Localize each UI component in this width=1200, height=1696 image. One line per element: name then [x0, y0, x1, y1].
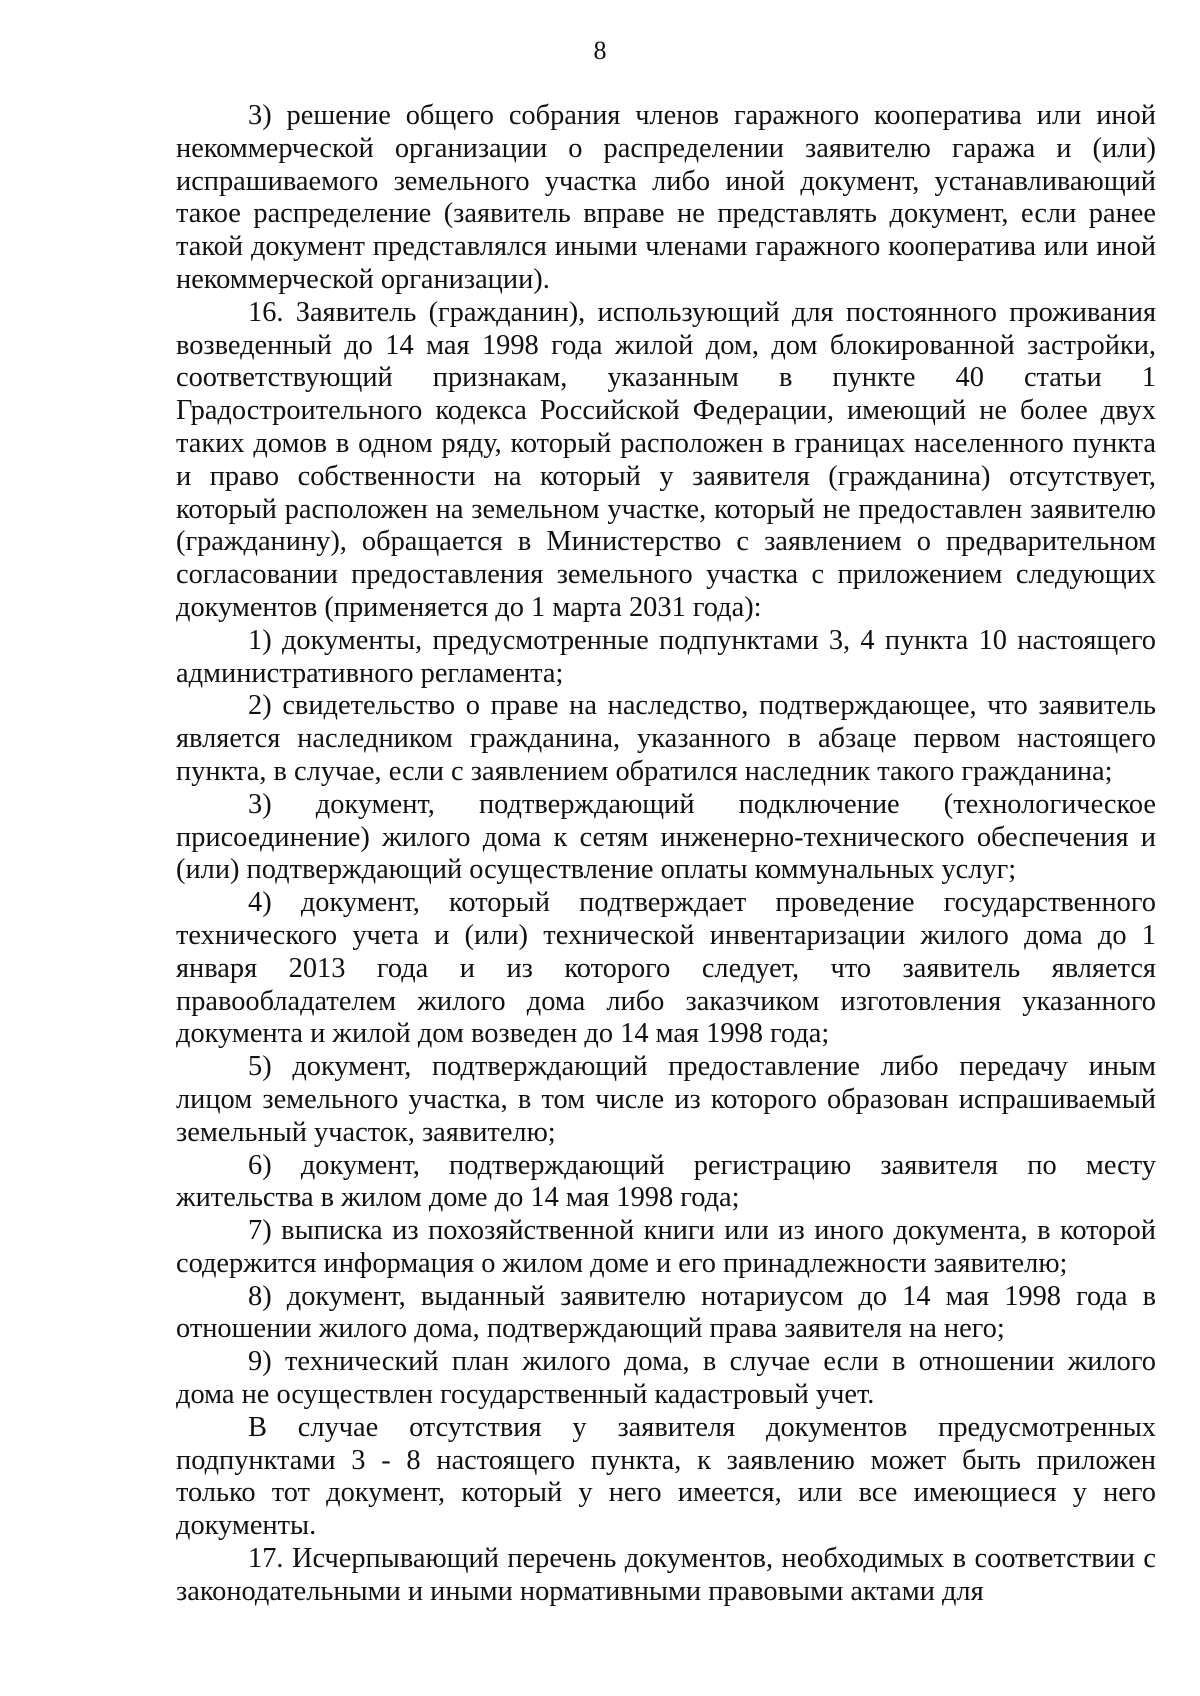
paragraph-16-item-7: 7) выписка из похозяйственной книги или из иного документа, в которой содержится информация о жилом доме и его принадлежности заявителю; [176, 1215, 1156, 1279]
paragraph-16-item-2: 2) свидетельство о праве на наследство, подтверждающее, что заявитель является наследником гражданина, указанного в абзаце первом настоящего пункта, в случае, если с заявлением обратился наследник такого гражданина; [176, 690, 1156, 787]
paragraph-16-item-6: 6) документ, подтверждающий регистрацию заявителя по месту жительства в жилом доме до 14 мая 1998 года; [176, 1149, 1156, 1214]
paragraph-16-applicant: 16. Заявитель (гражданин), использующий для постоянного проживания возведенный до 14 мая 1998 года жилой дом, дом блокированной застройки, соответствующий признакам, указанным в пункте 40 статьи 1 Градостроительного кодекса Российской Федерации, имеющий не более двух таких домов в одном ряду, который расположен в границах населенного пункта и право собственности на который у заявителя (гражданина) отсутствует, который расположен на земельном участке, который не предоставлен заявителю (гражданину), обращается в Министерство с заявлением о предварительном согласовании предоставления земельного участка с приложением следующих документов (применяется до 1 марта 2031 года): [176, 296, 1156, 623]
paragraph-16-absence-note: В случае отсутствия у заявителя документов предусмотренных подпунктами 3 - 8 настоящего пункта, к заявлению может быть приложен только тот документ, который у него имеется, или все имеющиеся у него документы. [176, 1411, 1156, 1542]
paragraph-16-item-3: 3) документ, подтверждающий подключение (технологическое присоединение) жилого дома к сетям инженерно-технического обеспечения и (или) подтверждающий осуществление оплаты коммунальных услуг; [176, 788, 1156, 886]
paragraph-16-item-9: 9) технический план жилого дома, в случае если в отношении жилого дома не осуществлен государственный кадастровый учет. [176, 1346, 1156, 1411]
paragraph-item-3-garage-decision: 3) решение общего собрания членов гаражного кооператива или иной некоммерческой организации о распределении заявителю гаража и (или) испрашиваемого земельного участка либо иной документ, устанавливающий такое распределение (заявитель вправе не представлять документ, если ранее такой документ представлялся иными членами гаражного кооператива или иной некоммерческой организации). [176, 100, 1156, 295]
paragraph-16-item-5: 5) документ, подтверждающий предоставление либо передачу иным лицом земельного участка, в том числе из которого образован испрашиваемый земельный участок, заявителю; [176, 1051, 1156, 1148]
paragraph-16-item-1: 1) документы, предусмотренные подпунктами 3, 4 пункта 10 настоящего административного регламента; [176, 624, 1156, 689]
paragraph-17-start: 17. Исчерпывающий перечень документов, необходимых в соответствии с законодательными и иными нормативными правовыми актами для [176, 1543, 1156, 1607]
document-body [176, 100, 1156, 1609]
paragraph-16-item-8: 8) документ, выданный заявителю нотариусом до 14 мая 1998 года в отношении жилого дома, подтверждающий права заявителя на него; [176, 1280, 1156, 1345]
paragraph-16-item-4: 4) документ, который подтверждает проведение государственного технического учета и (или) технической инвентаризации жилого дома до 1 января 2013 года и из которого следует, что заявитель является правообладателем жилого дома либо заказчиком изготовления указанного документа и жилой дом возведен до 14 мая 1998 года; [176, 887, 1156, 1050]
page-number: 8 [593, 36, 607, 65]
